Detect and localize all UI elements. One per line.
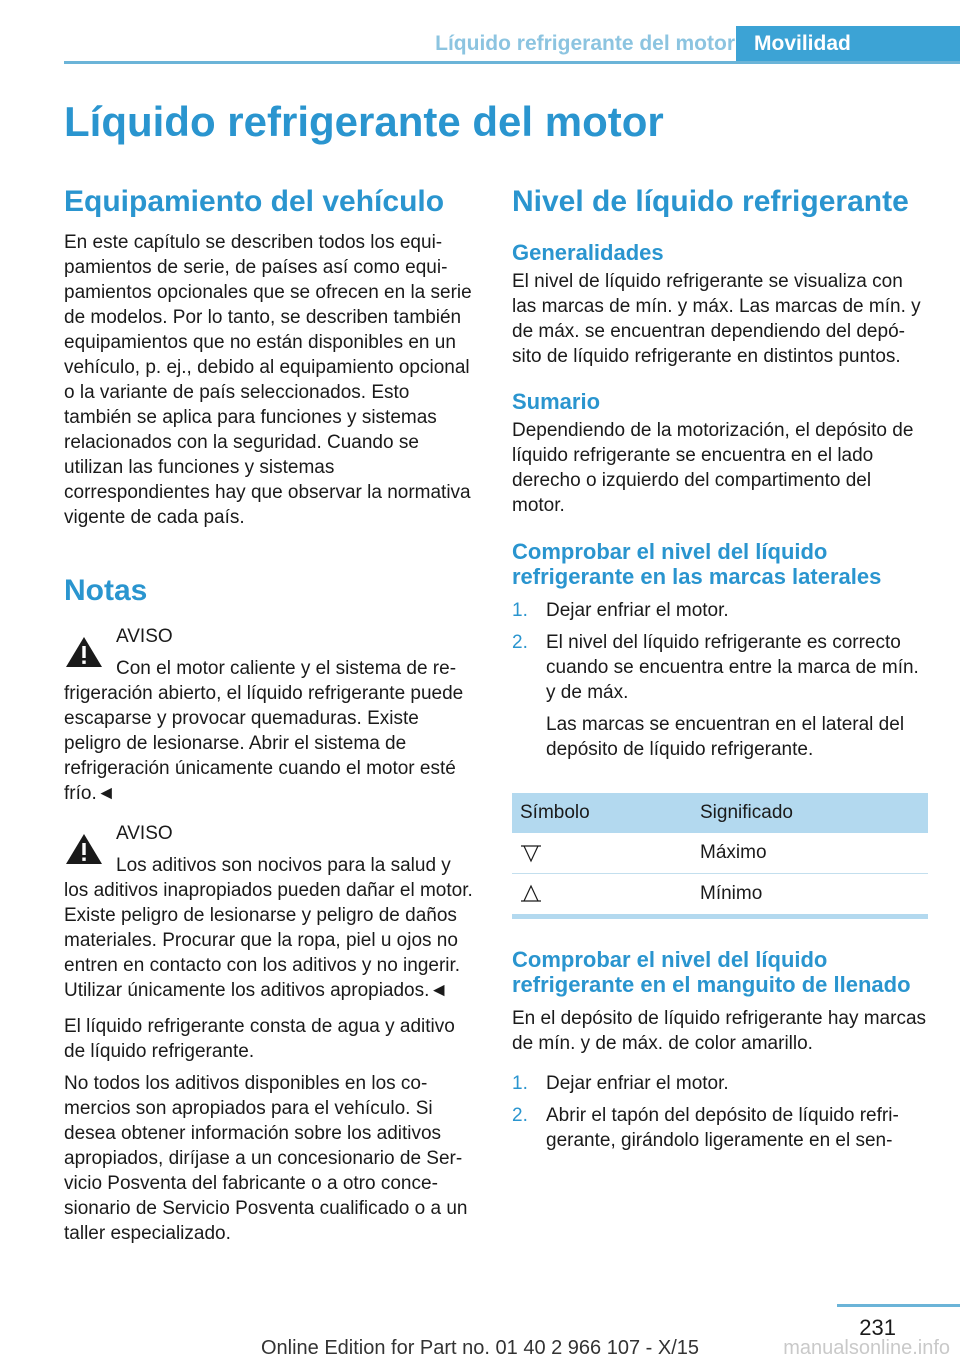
table-row	[512, 874, 928, 917]
lateral-steps-list	[512, 598, 928, 705]
warning-label: AVISO	[116, 823, 173, 844]
list-item	[512, 1103, 928, 1153]
list-item	[512, 630, 928, 705]
step-number: 1.	[512, 600, 528, 621]
lateral-marks-heading: Comprobar el nivel del líquido refrigerante en las marcas laterales	[512, 539, 882, 589]
page-title: Líquido refrigerante del motor	[64, 98, 664, 145]
additives-info-text: No todos los aditivos disponibles en los comercios son apropiados para el vehículo. Si desea obtener información sobre los aditivos apropiados, diríjase a un concesionario de Servicio Posventa del fabricante o a otro concesionario de Servicio Posventa cualificado o a un taller especializado.	[64, 1073, 468, 1244]
table-cell	[512, 833, 692, 874]
general-heading: Generalidades	[512, 240, 664, 265]
warning-icon	[64, 831, 104, 867]
filler-steps-list	[512, 1071, 928, 1153]
step-text: Dejar enfriar el motor.	[546, 600, 729, 621]
step-text: Dejar enfriar el motor.	[546, 1073, 729, 1094]
table-header: Significado	[692, 793, 928, 833]
step-number: 2.	[512, 1105, 528, 1126]
header-divider	[64, 61, 960, 64]
right-column	[512, 180, 928, 1153]
step-number: 1.	[512, 1073, 528, 1094]
step-text: El nivel del líquido refrigerante es correcto cuando se encuentra entre la marca de mín. y de máx.	[546, 632, 919, 703]
warning-text-first	[64, 656, 478, 806]
equipment-heading: Equipamiento del vehículo	[64, 185, 445, 218]
table-header: Símbolo	[512, 793, 692, 833]
warning-block	[64, 821, 478, 1003]
step-number: 2.	[512, 632, 528, 653]
min-mark-icon	[520, 883, 542, 905]
table-cell: Máximo	[692, 833, 928, 874]
header-section-title: Líquido refrigerante del motor	[435, 32, 735, 55]
notes-heading: Notas	[64, 574, 148, 607]
summary-heading: Sumario	[512, 389, 601, 414]
warning-text-first	[64, 853, 478, 1003]
table-header-row	[512, 793, 928, 833]
warning-label: AVISO	[116, 626, 173, 647]
header-chapter-tab[interactable]: Movilidad	[736, 26, 960, 61]
lateral-note: Las marcas se encuentran en el lateral del depósito de líquido refrigerante.	[546, 714, 905, 760]
edition-text: Online Edition for Part no. 01 40 2 966 107 - X/15	[260, 1337, 700, 1359]
list-item	[512, 598, 928, 623]
general-text: El nivel de líquido refrigerante se visualiza con las marcas de mín. y máx. Las marcas de mín. y de máx. se encuentran dependiendo del depósito de líquido refrigerante en distintos puntos.	[512, 271, 921, 367]
summary-text: Dependiendo de la motorización, el depósito de líquido refrigerante se encuentra en el lado derecho o izquierdo del compartimento del motor.	[512, 420, 914, 516]
list-item	[512, 1071, 928, 1096]
coolant-composition-text: El líquido refrigerante consta de agua y aditivo de líquido refrigerante.	[64, 1016, 455, 1062]
table-cell	[512, 874, 692, 917]
watermark: manualsonline.info	[783, 1337, 950, 1359]
left-column	[64, 180, 478, 1246]
table-row	[512, 833, 928, 874]
warning-text: Con el motor caliente y el sistema de refrigeración abierto, el líquido refrigerante puede escaparse y provocar quemaduras. Existe peligro de lesionarse. Abrir el sistema de refrigeración únicamente cuando el motor esté frío.◄	[64, 658, 464, 804]
max-mark-icon	[520, 842, 542, 864]
table-cell: Mínimo	[692, 874, 928, 917]
coolant-level-heading: Nivel de líquido refrigerante	[512, 185, 909, 218]
step-text: Abrir el tapón del depósito de líquido refrigerante, girándolo ligeramente en el sen-	[546, 1105, 899, 1151]
filler-neck-heading: Comprobar el nivel del líquido refrigerante en el manguito de llenado	[512, 947, 911, 997]
footer-divider	[837, 1304, 960, 1307]
symbol-table	[512, 793, 928, 919]
warning-text: Los aditivos son nocivos para la salud y los aditivos inapropiados pueden dañar el motor. Existe peligro de lesionarse y peligro de daños materiales. Procurar que la ropa, piel u ojos no entren en contacto con los aditivos y no ingerir. Utilizar únicamente los aditivos apropiados.◄	[64, 855, 473, 1001]
filler-text: En el depósito de líquido refrigerante hay marcas de mín. y de máx. de color amarillo.	[512, 1008, 927, 1054]
equipment-text: En este capítulo se describen todos los equipamientos de serie, de países así como equipamientos opcionales que se ofrecen en la serie de modelos. Por lo tanto, se describen también equipamientos que no están disponibles en un vehículo, p. ej., debido al equipamiento opcional o la variante de país seleccionados. Esto también se aplica para funciones y sistemas relacionados con la seguridad. Cuando se utilizan las funciones y sistemas correspondientes hay que observar la normativa vigente de cada país.	[64, 232, 472, 528]
page-number: 231	[859, 1315, 896, 1340]
warning-icon	[64, 634, 104, 670]
warning-block	[64, 624, 478, 806]
